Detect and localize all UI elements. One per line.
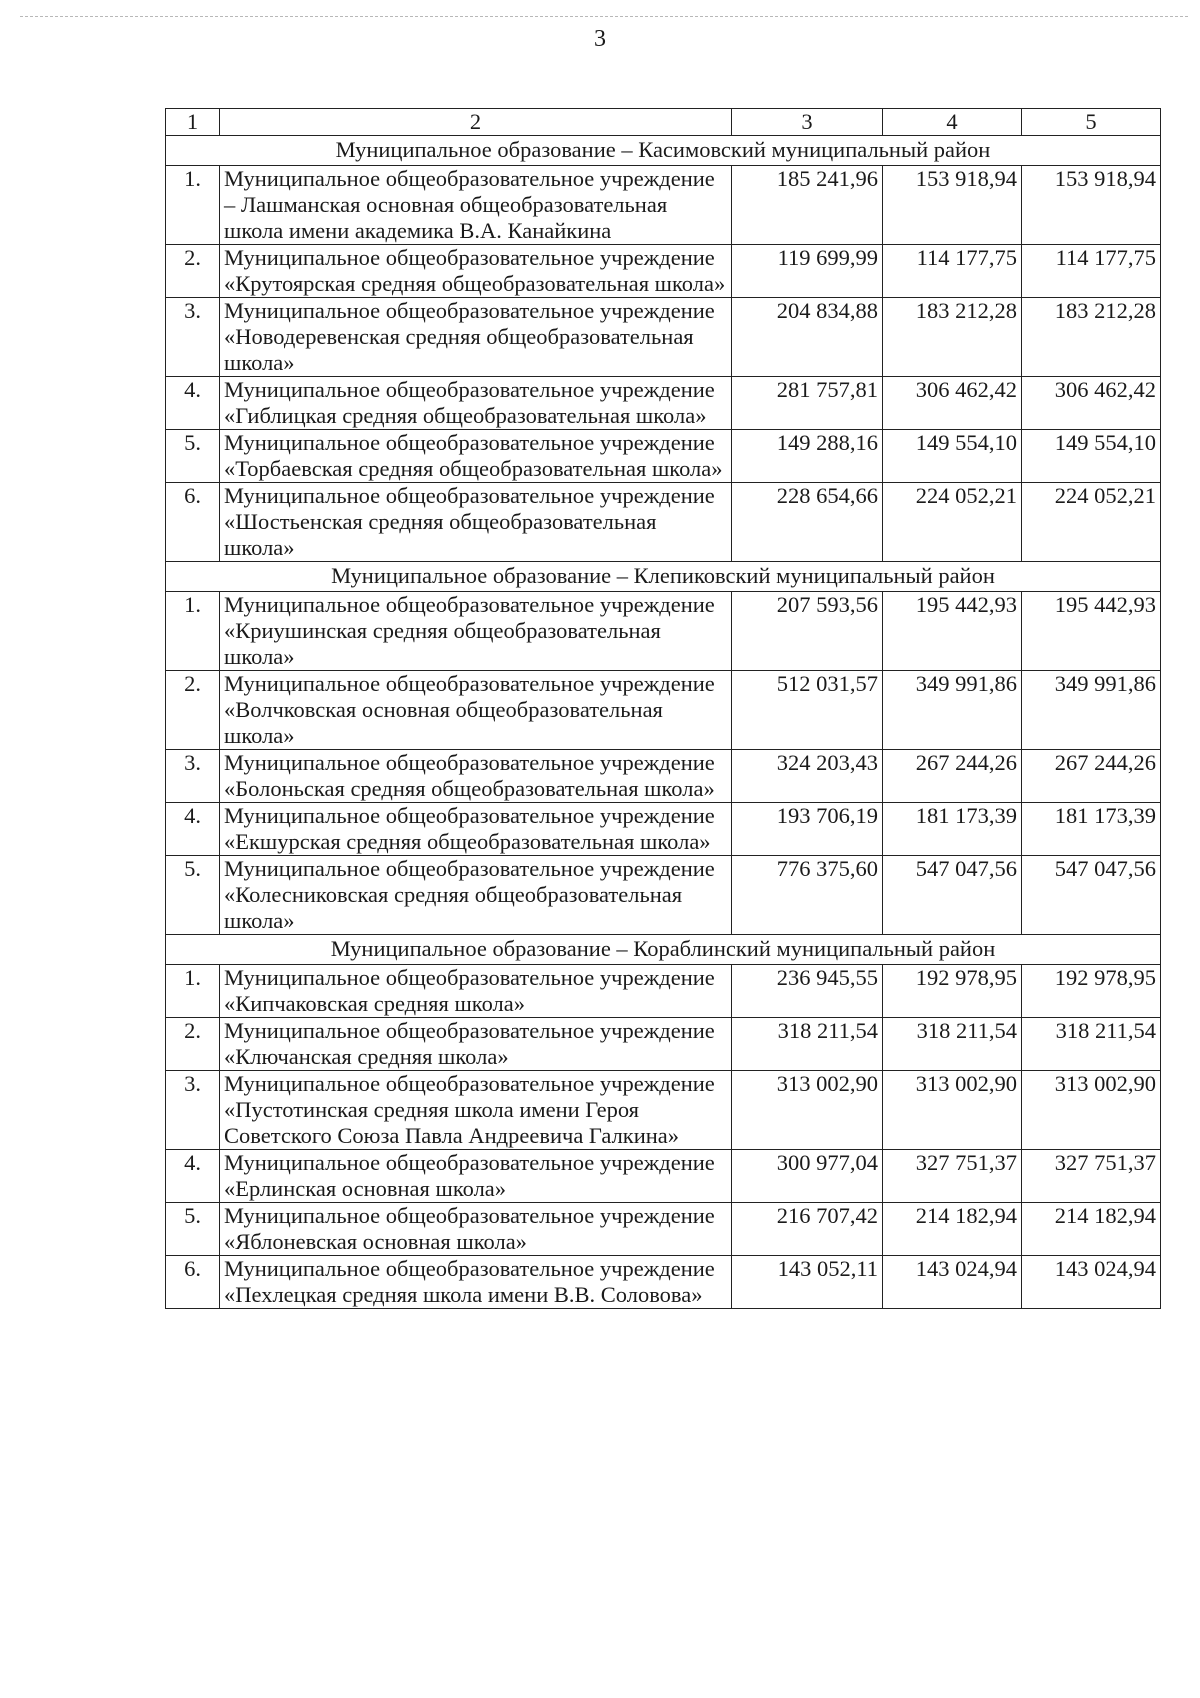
table-row [166,298,1161,377]
institution-name: Муниципальное общеобразовательное учреждение «Болоньская средняя общеобразовательная школа» [220,750,732,803]
table-row [166,671,1161,750]
value-col-4: 153 918,94 [883,166,1022,245]
value-col-4: 327 751,37 [883,1150,1022,1203]
row-number: 4. [166,803,220,856]
value-col-4: 306 462,42 [883,377,1022,430]
value-col-4: 195 442,93 [883,592,1022,671]
value-col-3: 236 945,55 [732,965,883,1018]
value-col-5: 547 047,56 [1022,856,1161,935]
table-row [166,592,1161,671]
allocation-table [165,108,1161,1309]
section-title: Муниципальное образование – Клепиковский муниципальный район [166,562,1161,592]
section-title: Муниципальное образование – Касимовский муниципальный район [166,136,1161,166]
value-col-4: 224 052,21 [883,483,1022,562]
value-col-3: 512 031,57 [732,671,883,750]
page-number: 3 [594,26,606,52]
institution-name: Муниципальное общеобразовательное учреждение «Гиблицкая средняя общеобразовательная школа» [220,377,732,430]
scan-edge-line [20,16,1188,17]
table-row [166,483,1161,562]
table-row [166,1203,1161,1256]
table-row [166,965,1161,1018]
row-number: 3. [166,750,220,803]
value-col-4: 143 024,94 [883,1256,1022,1309]
institution-name: Муниципальное общеобразовательное учреждение «Екшурская средняя общеобразовательная школа» [220,803,732,856]
table-row [166,430,1161,483]
value-col-3: 143 052,11 [732,1256,883,1309]
row-number: 3. [166,298,220,377]
table-row [166,750,1161,803]
value-col-5: 224 052,21 [1022,483,1161,562]
value-col-3: 776 375,60 [732,856,883,935]
value-col-5: 349 991,86 [1022,671,1161,750]
row-number: 4. [166,377,220,430]
value-col-4: 267 244,26 [883,750,1022,803]
section-header-row [166,136,1161,166]
section-header-row [166,562,1161,592]
value-col-3: 281 757,81 [732,377,883,430]
row-number: 4. [166,1150,220,1203]
value-col-3: 149 288,16 [732,430,883,483]
header-cell: 4 [883,109,1022,136]
value-col-4: 181 173,39 [883,803,1022,856]
header-cell: 2 [220,109,732,136]
value-col-3: 207 593,56 [732,592,883,671]
value-col-3: 204 834,88 [732,298,883,377]
row-number: 1. [166,592,220,671]
institution-name: Муниципальное общеобразовательное учреждение «Кипчаковская средняя школа» [220,965,732,1018]
value-col-5: 153 918,94 [1022,166,1161,245]
table-row [166,377,1161,430]
row-number: 3. [166,1071,220,1150]
value-col-4: 149 554,10 [883,430,1022,483]
table-row [166,1150,1161,1203]
table-row [166,856,1161,935]
value-col-5: 114 177,75 [1022,245,1161,298]
institution-name: Муниципальное общеобразовательное учреждение «Ключанская средняя школа» [220,1018,732,1071]
institution-name: Муниципальное общеобразовательное учреждение «Крутоярская средняя общеобразовательная школа» [220,245,732,298]
institution-name: Муниципальное общеобразовательное учреждение «Криушинская средняя общеобразовательная школа» [220,592,732,671]
value-col-4: 547 047,56 [883,856,1022,935]
institution-name: Муниципальное общеобразовательное учреждение «Колесниковская средняя общеобразовательная школа» [220,856,732,935]
institution-name: Муниципальное общеобразовательное учреждение «Волчковская основная общеобразовательная школа» [220,671,732,750]
value-col-5: 267 244,26 [1022,750,1161,803]
row-number: 5. [166,430,220,483]
table-row [166,245,1161,298]
header-row [166,109,1161,136]
value-col-3: 216 707,42 [732,1203,883,1256]
value-col-5: 143 024,94 [1022,1256,1161,1309]
table-row [166,1071,1161,1150]
institution-name: Муниципальное общеобразовательное учреждение «Яблоневская основная школа» [220,1203,732,1256]
row-number: 2. [166,245,220,298]
row-number: 6. [166,483,220,562]
value-col-4: 192 978,95 [883,965,1022,1018]
value-col-3: 318 211,54 [732,1018,883,1071]
institution-name: Муниципальное общеобразовательное учреждение «Пустотинская средняя школа имени Героя Советского Союза Павла Андреевича Галкина» [220,1071,732,1150]
value-col-4: 114 177,75 [883,245,1022,298]
institution-name: Муниципальное общеобразовательное учреждение «Пехлецкая средняя школа имени В.В. Соловова» [220,1256,732,1309]
value-col-5: 327 751,37 [1022,1150,1161,1203]
value-col-4: 318 211,54 [883,1018,1022,1071]
value-col-4: 183 212,28 [883,298,1022,377]
row-number: 5. [166,1203,220,1256]
value-col-3: 228 654,66 [732,483,883,562]
value-col-3: 300 977,04 [732,1150,883,1203]
row-number: 5. [166,856,220,935]
value-col-5: 214 182,94 [1022,1203,1161,1256]
header-cell: 3 [732,109,883,136]
value-col-3: 324 203,43 [732,750,883,803]
value-col-5: 318 211,54 [1022,1018,1161,1071]
institution-name: Муниципальное общеобразовательное учреждение «Новодеревенская средняя общеобразовательная школа» [220,298,732,377]
table-row [166,1256,1161,1309]
value-col-3: 185 241,96 [732,166,883,245]
value-col-5: 306 462,42 [1022,377,1161,430]
row-number: 6. [166,1256,220,1309]
value-col-5: 313 002,90 [1022,1071,1161,1150]
row-number: 2. [166,1018,220,1071]
row-number: 2. [166,671,220,750]
value-col-5: 192 978,95 [1022,965,1161,1018]
section-title: Муниципальное образование – Кораблинский муниципальный район [166,935,1161,965]
value-col-5: 183 212,28 [1022,298,1161,377]
value-col-4: 214 182,94 [883,1203,1022,1256]
value-col-5: 149 554,10 [1022,430,1161,483]
header-cell: 5 [1022,109,1161,136]
row-number: 1. [166,965,220,1018]
section-header-row [166,935,1161,965]
table-row [166,1018,1161,1071]
value-col-4: 349 991,86 [883,671,1022,750]
institution-name: Муниципальное общеобразовательное учреждение «Ерлинская основная школа» [220,1150,732,1203]
value-col-3: 313 002,90 [732,1071,883,1150]
institution-name: Муниципальное общеобразовательное учреждение «Шостьенская средняя общеобразовательная школа» [220,483,732,562]
header-cell: 1 [166,109,220,136]
value-col-4: 313 002,90 [883,1071,1022,1150]
value-col-5: 181 173,39 [1022,803,1161,856]
table-row [166,166,1161,245]
value-col-5: 195 442,93 [1022,592,1161,671]
value-col-3: 193 706,19 [732,803,883,856]
institution-name: Муниципальное общеобразовательное учреждение «Торбаевская средняя общеобразовательная школа» [220,430,732,483]
row-number: 1. [166,166,220,245]
table-body [166,109,1161,1309]
table-row [166,803,1161,856]
value-col-3: 119 699,99 [732,245,883,298]
institution-name: Муниципальное общеобразовательное учреждение – Лашманская основная общеобразовательная школа имени академика В.А. Канайкина [220,166,732,245]
